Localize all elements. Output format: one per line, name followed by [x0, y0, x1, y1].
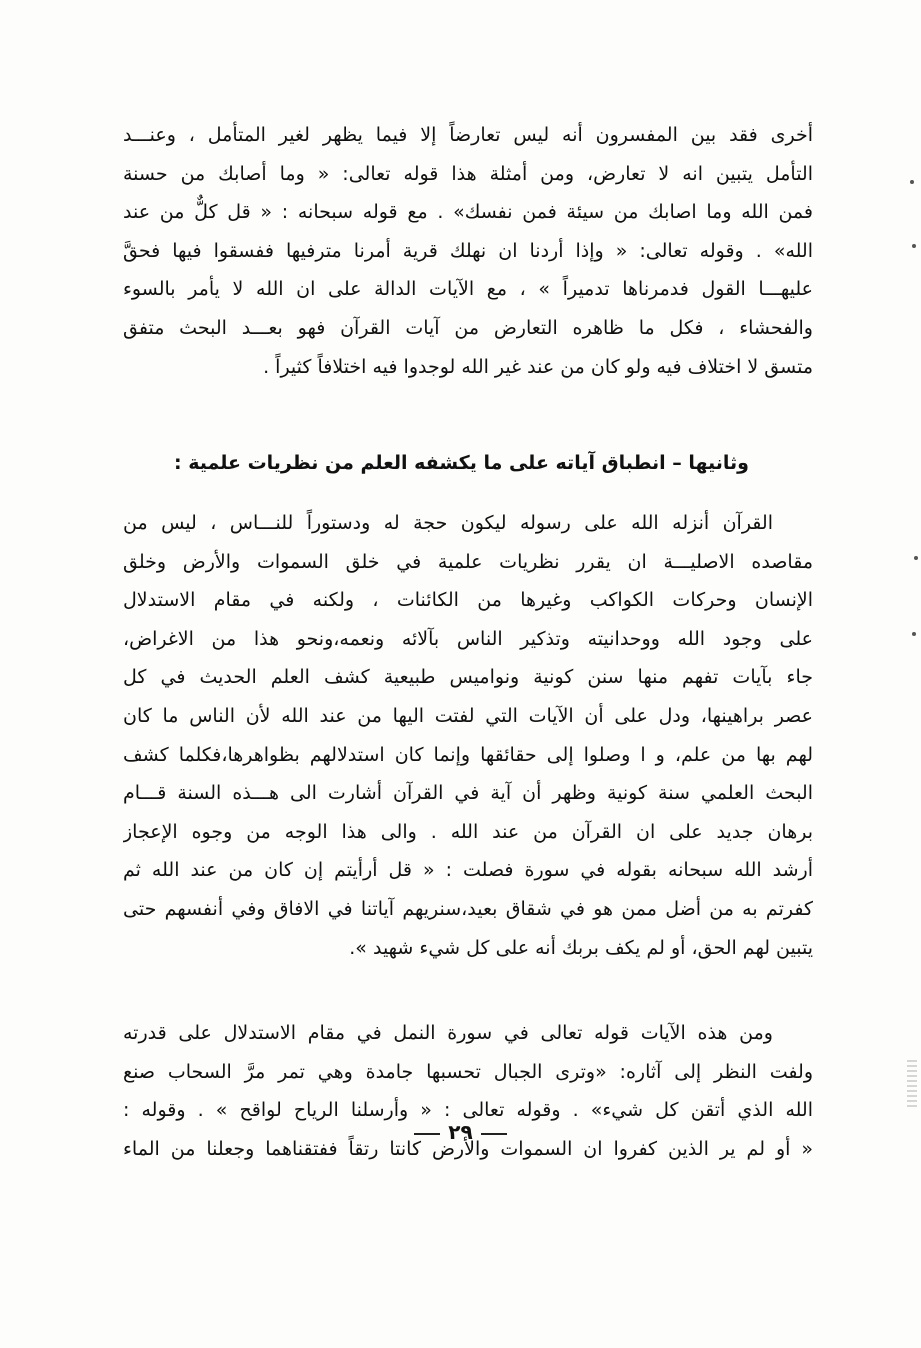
margin-dot [912, 632, 916, 636]
text-line: لهم بها من علم، و ا وصلوا إلى حقائقها وإنما كان استدلالهم بظواهرها،فكلما كشف [123, 743, 813, 766]
text-line: والفحشاء ، فكل ما ظاهره التعارض من آيات القرآن فهو بعـــد البحث متفق [123, 316, 813, 339]
text-line: كفرتم به من أضل ممن هو في شقاق بعيد،سنريهم آياتنا في الافاق وفي أنفسهم حتى [123, 897, 813, 920]
paragraph-3 [123, 1014, 813, 1168]
paragraph-1 [123, 116, 813, 386]
text-line: جاء بآيات تفهم منها سنن كونية ونواميس طبيعية كشف العلم الحديث في كل [123, 666, 813, 689]
dash-right [414, 1133, 440, 1135]
text-line: القرآن أنزله الله على رسوله ليكون حجة له ودستوراً للنـــاس ، ليس من [123, 512, 773, 534]
text-line: برهان جديد على ان القرآن من عند الله . والى هذا الوجه من وجوه الإعجاز [123, 820, 813, 843]
text-line: ومن هذه الآيات قوله تعالى في سورة النمل في مقام الاستدلال على قدرته [123, 1022, 773, 1044]
text-line: أخرى فقد بين المفسرون أنه ليس تعارضاً إلا فيما يظهر لغير المتأمل ، وعنـــد [123, 124, 813, 146]
text-line: مقاصده الاصليـــة ان يقرر نظريات علمية في خلق السموات والأرض وخلق [123, 550, 813, 573]
text-line: الإنسان وحركات الكواكب وغيرها من الكائنات ، ولكنه في مقام الاستدلال [123, 589, 813, 612]
text-line: عصر براهينها، ودل على أن الآيات التي لفتت اليها من عند الله لأن الناس ما كان [123, 704, 813, 727]
text-line: التأمل يتبين انه لا تعارض، ومن أمثلة هذا قوله تعالى: « وما أصابك من حسنة [123, 162, 813, 185]
text-line: البحث العلمي سنة كونية وظهر أن آية في القرآن أشارت الى هـــذه السنة قـــام [123, 782, 813, 805]
text-line: الله الذي أتقن كل شيء» . وقوله تعالى : « وأرسلنا الرياح لواقح » . وقوله : [123, 1099, 813, 1122]
text-line: الله» . وقوله تعالى: « وإذا أردنا ان نهلك قرية أمرنا مترفيها ففسقوا فيها فحقَّ [123, 239, 813, 262]
text-line: ولفت النظر إلى آثاره: «وترى الجبال تحسبها جامدة وهي تمر مرَّ السحاب صنع [123, 1060, 813, 1083]
dash-left [481, 1133, 507, 1135]
margin-dot [912, 244, 916, 248]
page-number [0, 1120, 921, 1144]
text-line: على وجود الله ووحدانيته وتذكير الناس بآلائه ونعمه،ونحو هذا من الاغراض، [123, 627, 813, 650]
margin-dot [910, 180, 914, 184]
text-line: متسق لا اختلاف فيه ولو كان من عند غير الله لوجدوا فيه اختلافاً كثيراً . [263, 355, 813, 378]
scan-speckle [907, 1060, 917, 1110]
section-heading: وثانيها – انطباق آياته على ما يكشفه العلم من نظريات علمية : [173, 452, 749, 474]
page-number-value: ٢٩ [448, 1120, 473, 1144]
paragraph-2 [123, 504, 813, 967]
text-line: أرشد الله سبحانه بقوله في سورة فصلت : « قل أرأيتم إن كان من عند الله ثم [123, 859, 813, 882]
text-line: فمن الله وما اصابك من سيئة فمن نفسك» . مع قوله سبحانه : « قل كلٌّ من عند [123, 201, 813, 224]
text-line: « أو لم ير الذين كفروا ان السموات والأرض كانتا رتقاً ففتقناهما وجعلنا من الماء [123, 1137, 813, 1160]
text-line: يتبين لهم الحق، أو لم يكف بربك أنه على كل شيء شهيد ». [349, 936, 813, 959]
margin-dot [914, 556, 918, 560]
text-line: عليهـــا القول فدمرناها تدميراً » ، مع الآيات الدالة على ان الله لا يأمر بالسوء [123, 278, 813, 301]
